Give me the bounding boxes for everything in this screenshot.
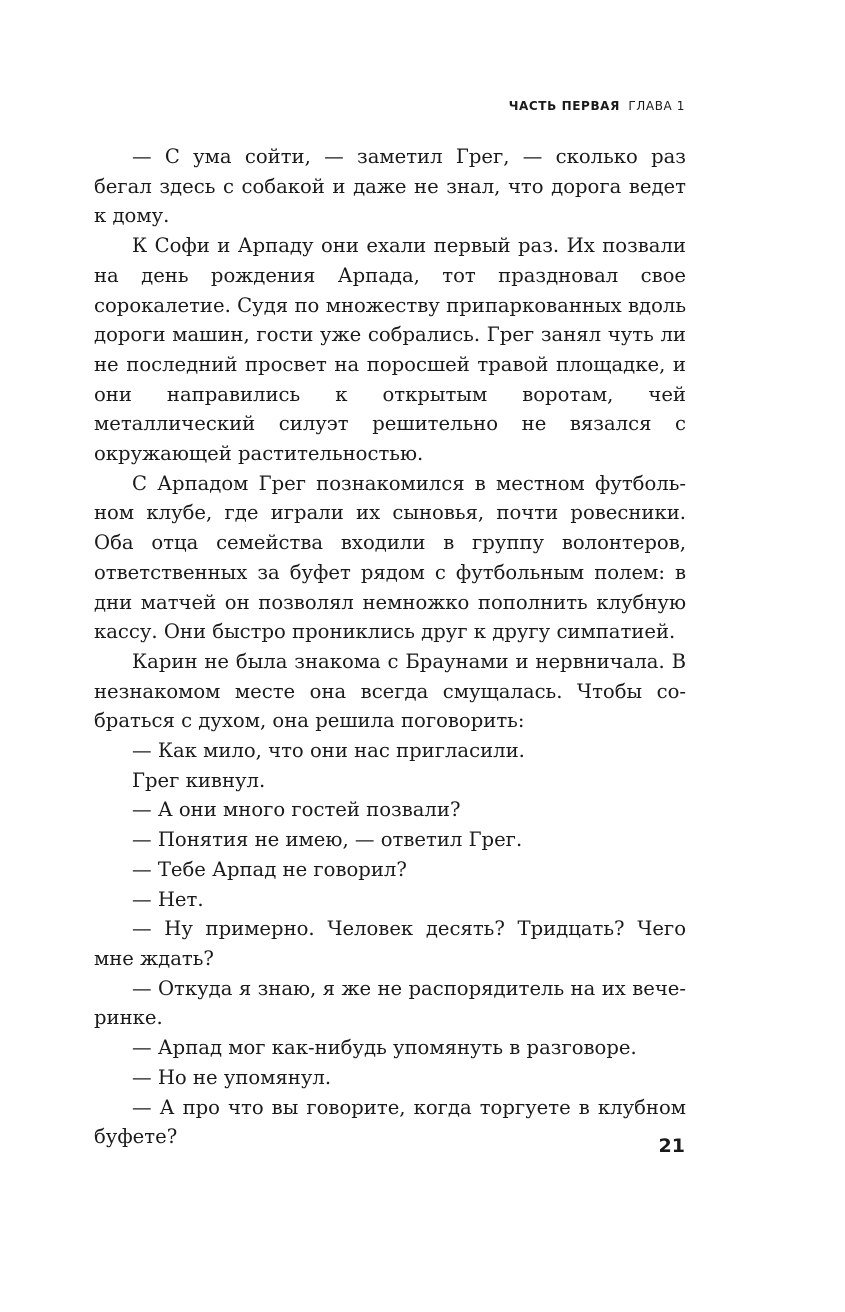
paragraph: — Понятия не имею, — ответил Грег. [132,828,523,852]
running-head [509,99,685,113]
paragraph: — С ума сойти, — заметил Грег, — сколько раз бегал здесь с собакой и даже не знал, что дорога ведет к дому. [94,145,686,228]
paragraph: — А они много гостей позвали? [132,798,461,822]
paragraph: Грег кивнул. [132,768,266,792]
paragraph: — Тебе Арпад не говорил? [132,857,407,881]
paragraph: — Но не упомянул. [132,1065,332,1089]
paragraph: — А про что вы говорите, когда торгуете в клубном буфете? [94,1095,686,1149]
page-number: 21 [658,1135,685,1157]
paragraph: К Софи и Арпаду они ехали первый раз. Их позвали на день рождения Арпада, тот праздновал свое сорокалетие. Судя по множеству припаркованных вдоль дороги машин, гости уже собрались. Грег занял чуть ли не последний просвет на поросшей травой площадке, и они направились к открытым воротам, чей металлический силуэт решительно не вязался с окружающей растительностью. [94,234,686,466]
paragraph: — Ну примерно. Человек десять? Тридцать? Чего мне ждать? [94,917,686,970]
paragraph: — Нет. [132,887,204,911]
paragraph: — Арпад мог как-нибудь упомянуть в разговоре. [132,1036,637,1060]
running-head-part: ЧАСТЬ ПЕРВАЯ [508,99,620,113]
paragraph: — Как мило, что они нас пригласили. [132,739,525,763]
running-head-chapter: ГЛАВА 1 [628,99,685,113]
body-text [94,142,686,1152]
paragraph: — Откуда я знаю, я же не распорядитель на их вечеринке. [94,976,686,1030]
paragraph: С Арпадом Грег познакомился в местном футбольном клубе, где играли их сыновья, почти ровесники. Оба отца семейства входили в группу волонтеров, ответственных за буфет рядом с футбольным полем: в дни матчей он позволял немножко пополнить клубную кассу. Они быстро прониклись друг к другу симпатией. [94,471,686,644]
paragraph: Карин не была знакома с Браунами и нервничала. В незнакомом месте она всегда смущалась. Чтобы собраться с духом, она решила поговорить: [94,649,686,733]
